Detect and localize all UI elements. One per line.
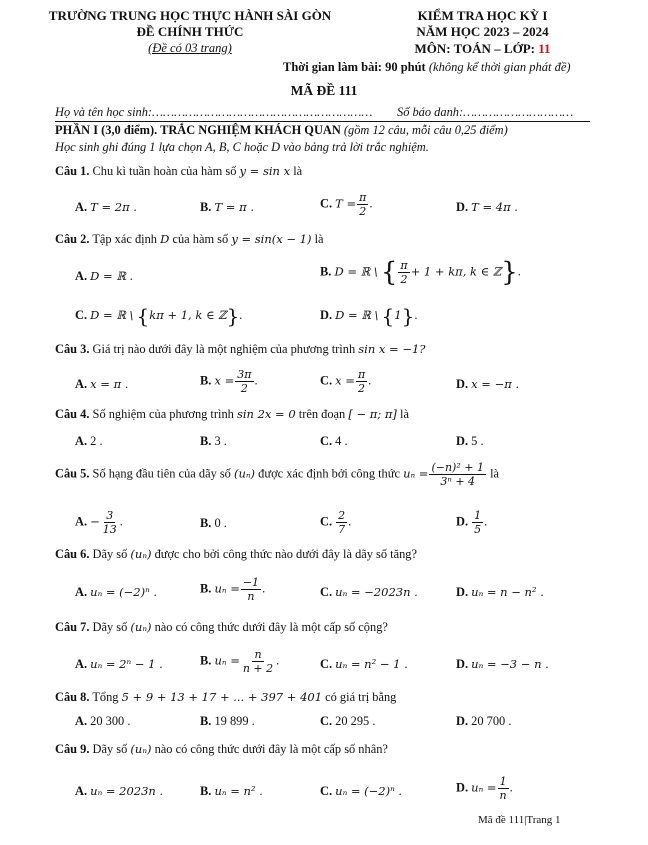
q7-option-d: D. uₙ = −3 − n .: [456, 657, 549, 671]
question-9: Câu 9. Dãy số (uₙ) nào có công thức dưới đây là một cấp số nhân?: [55, 742, 388, 756]
exam-code-title: MÃ ĐỀ 111: [290, 83, 358, 98]
q6-option-d: D. uₙ = n − n² .: [456, 585, 544, 599]
q5-option-b: B. 0 .: [200, 516, 227, 530]
part1-instruction: Học sinh ghi đúng 1 lựa chọn A, B, C hoặc D vào bảng trả lời trắc nghiệm.: [55, 140, 429, 154]
q9-option-d: D. uₙ = $\frac{1}{n}$ .: [456, 775, 513, 802]
q2-option-b: B. D = ℝ \ { $\frac{\pi}{2}$ + 1 + kπ, k ∈ ℤ}.: [320, 257, 521, 288]
question-8: Câu 8. Tổng 5 + 9 + 13 + 17 + ... + 397 + 401 có giá trị bằng: [55, 690, 397, 704]
part1-title-line: [55, 123, 508, 138]
q8-option-b: B. 19 899 .: [200, 714, 255, 728]
page-footer: Mã đề 111|Trang 1: [478, 814, 561, 826]
q7-option-a: A. uₙ = 2ⁿ − 1 .: [75, 657, 163, 671]
grade-value: 11: [538, 41, 551, 56]
q2-option-d: D. D = ℝ \ {1}.: [320, 304, 418, 328]
q8-option-a: A. 20 300 .: [75, 714, 131, 728]
subject-line: [385, 41, 580, 57]
school-name: TRƯỜNG TRUNG HỌC THỰC HÀNH SÀI GÒN: [48, 8, 332, 23]
subject-label: MÔN: TOÁN – LỚP:: [414, 41, 535, 56]
q6-option-a: A. uₙ = (−2)ⁿ .: [75, 585, 158, 599]
time-line: [283, 60, 571, 75]
student-name-field: Họ và tên học sinh:……………………………………………………: [55, 105, 373, 119]
q1-option-c: C. T = $\frac{\pi}{2}$ .: [320, 191, 373, 218]
time-note: (không kể thời gian phát đề): [428, 60, 571, 74]
q7-option-c: C. uₙ = n² − 1 .: [320, 657, 408, 671]
official-label: ĐỀ CHÍNH THỨC: [136, 24, 244, 39]
question-6: Câu 6. Dãy số (uₙ) được cho bởi công thức nào dưới đây là dãy số tăng?: [55, 547, 418, 561]
question-text: Chu kì tuần hoàn của hàm số: [92, 164, 237, 178]
time-label: Thời gian làm bài: 90 phút: [283, 60, 426, 74]
q4-option-b: B. 3 .: [200, 434, 227, 448]
q6-option-c: C. uₙ = −2023n .: [320, 585, 418, 599]
question-4: Câu 4. Số nghiệm của phương trình sin 2x = 0 trên đoạn [ − π; π] là: [55, 407, 409, 421]
q4-option-a: A. 2 .: [75, 434, 103, 448]
q8-option-c: C. 20 295 .: [320, 714, 376, 728]
question-label: Câu 1.: [55, 164, 90, 178]
q3-option-a: A. x = π .: [75, 377, 129, 391]
question-tail: là: [293, 164, 303, 178]
exam-title: KIỂM TRA HỌC KỲ I: [417, 8, 548, 23]
separator-rule: [55, 121, 590, 122]
q1-option-b: B. T = π .: [200, 200, 254, 214]
q3-option-d: D. x = −π .: [456, 377, 520, 391]
q3-option-c: C. x = $\frac{\pi}{2}$ .: [320, 368, 372, 395]
q5-option-c: C. $\frac{2}{7}$ .: [320, 509, 352, 536]
question-1: [55, 164, 302, 179]
q2-option-c: C. D = ℝ \ {kπ + 1, k ∈ ℤ}.: [75, 304, 243, 328]
q5-option-d: D. $\frac{1}{5}$ .: [456, 509, 488, 536]
q1-option-d: D. T = 4π .: [456, 200, 518, 214]
part1-note: (gồm 12 câu, mỗi câu 0,25 điểm): [343, 123, 508, 137]
q2-option-a: A. D = ℝ .: [75, 269, 134, 283]
question-3: Câu 3. Giá trị nào dưới đây là một nghiệm của phương trình sin x = −1?: [55, 342, 426, 356]
pages-note: (Đề có 03 trang): [148, 41, 232, 55]
q4-option-d: D. 5 .: [456, 434, 484, 448]
question-2: Câu 2. Tập xác định D của hàm số y = sin(x − 1) là: [55, 232, 324, 246]
q9-option-c: C. uₙ = (−2)ⁿ .: [320, 784, 403, 798]
q7-option-b: B. uₙ = $\frac{n}{n + 2}$ .: [200, 648, 280, 675]
student-number-field: Số báo danh:…………………………: [397, 105, 574, 119]
q8-option-d: D. 20 700 .: [456, 714, 512, 728]
q9-option-a: A. uₙ = 2023n .: [75, 784, 164, 798]
q4-option-c: C. 4 .: [320, 434, 348, 448]
q1-option-a: A. T = 2π .: [75, 200, 137, 214]
q9-option-b: B. uₙ = n² .: [200, 784, 263, 798]
part1-title: PHẦN I (3,0 điểm). TRẮC NGHIỆM KHÁCH QUAN: [55, 123, 341, 137]
q6-option-b: B. uₙ = $\frac{-1}{n}$ .: [200, 576, 266, 603]
question-math: y = sin x: [239, 164, 291, 178]
q5-option-a: A. − $\frac{3}{13}$ .: [75, 509, 123, 536]
school-year: NĂM HỌC 2023 – 2024: [416, 24, 549, 39]
q3-option-b: B. x = $\frac{3\pi}{2}$ .: [200, 368, 258, 395]
question-5: Câu 5. Số hạng đầu tiên của dãy số (uₙ) được xác định bởi công thức uₙ = $\frac{\text{(−n)² + 1}}{\text{3ⁿ + 4}}$ là: [55, 461, 500, 488]
question-7: Câu 7. Dãy số (uₙ) nào có công thức dưới đây là một cấp số cộng?: [55, 620, 388, 634]
